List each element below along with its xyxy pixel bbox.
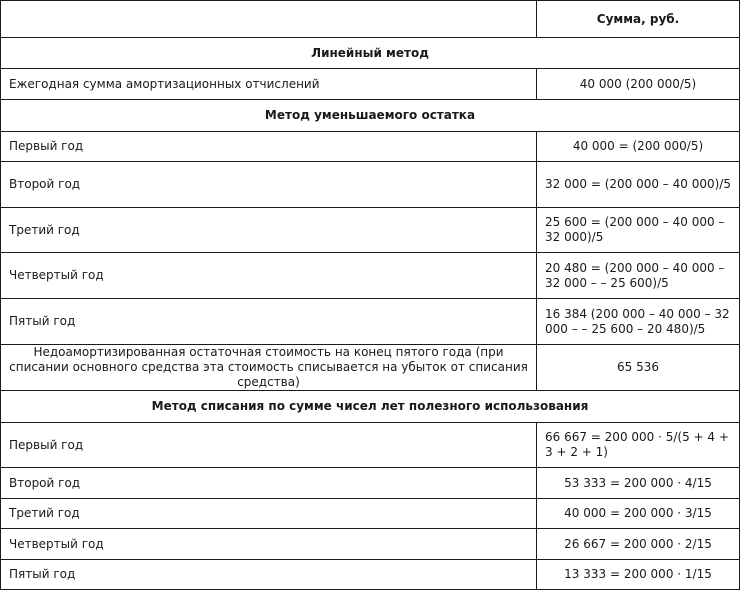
row-label: Второй год [1, 468, 537, 499]
table-row [1, 345, 740, 391]
table-row [1, 132, 740, 162]
row-value [537, 299, 740, 345]
row-label: Первый год [1, 423, 537, 468]
table-row [1, 253, 740, 299]
table-row [1, 423, 740, 468]
section-title: Линейный метод [1, 38, 740, 69]
section-row-sum-of-years [1, 391, 740, 423]
row-value-text: 40 000 (200 000/5) [579, 76, 697, 91]
row-label: Ежегодная сумма амортизационных отчислений [1, 69, 537, 100]
row-label: Пятый год [1, 299, 537, 345]
header-label-cell [1, 1, 537, 38]
table-row [1, 208, 740, 253]
row-value [537, 423, 740, 468]
table-row [1, 69, 740, 100]
row-label: Четвертый год [1, 253, 537, 299]
row-value [537, 345, 740, 391]
row-value [537, 208, 740, 253]
header-sum-cell: Сумма, руб. [537, 1, 740, 38]
row-value-text: 13 333 = 200 000 · 1/15 [564, 567, 712, 581]
row-value-text: 65 536 [617, 360, 659, 374]
section-row-declining [1, 100, 740, 132]
row-value [537, 529, 740, 560]
row-label: Третий год [1, 208, 537, 253]
header-row [1, 1, 740, 38]
row-label: Третий год [1, 499, 537, 529]
table-row [1, 162, 740, 208]
row-value [537, 253, 740, 299]
row-value [537, 69, 740, 100]
row-value-text: 66 667 = 200 000 · 5/(5 + 4 + 3 + 2 + 1) [545, 430, 729, 459]
table-row [1, 529, 740, 560]
row-value [537, 560, 740, 590]
row-value-text: 32 000 = (200 000 – 40 000)/5 [545, 177, 731, 191]
row-value [537, 468, 740, 499]
row-value [537, 132, 740, 162]
row-value-text: 26 667 = 200 000 · 2/15 [564, 536, 712, 551]
row-value-text: 40 000 = 200 000 · 3/15 [564, 506, 712, 520]
row-value-text: 53 333 = 200 000 · 4/15 [564, 475, 712, 490]
row-label: Первый год [1, 132, 537, 162]
row-value [537, 162, 740, 208]
row-value-text: 40 000 = (200 000/5) [572, 139, 704, 153]
table-row [1, 560, 740, 590]
section-title: Метод уменьшаемого остатка [1, 100, 740, 132]
section-row-linear [1, 38, 740, 69]
table-row [1, 468, 740, 499]
row-label: Недоамортизированная остаточная стоимость на конец пятого года (при списании основного средства эта стоимость списывается на убыток от списания средства) [1, 345, 537, 391]
row-label: Четвертый год [1, 529, 537, 560]
row-label: Пятый год [1, 560, 537, 590]
row-value-text: 20 480 = (200 000 – 40 000 – 32 000 – – 25 600)/5 [545, 260, 725, 290]
table-row [1, 499, 740, 529]
row-label: Второй год [1, 162, 537, 208]
section-title: Метод списания по сумме чисел лет полезного использования [1, 391, 740, 423]
row-value-text: 25 600 = (200 000 – 40 000 – 32 000)/5 [545, 215, 725, 244]
row-value-text: 16 384 (200 000 – 40 000 – 32 000 – – 25 600 – 20 480)/5 [545, 306, 730, 336]
table-row [1, 299, 740, 345]
row-value [537, 499, 740, 529]
